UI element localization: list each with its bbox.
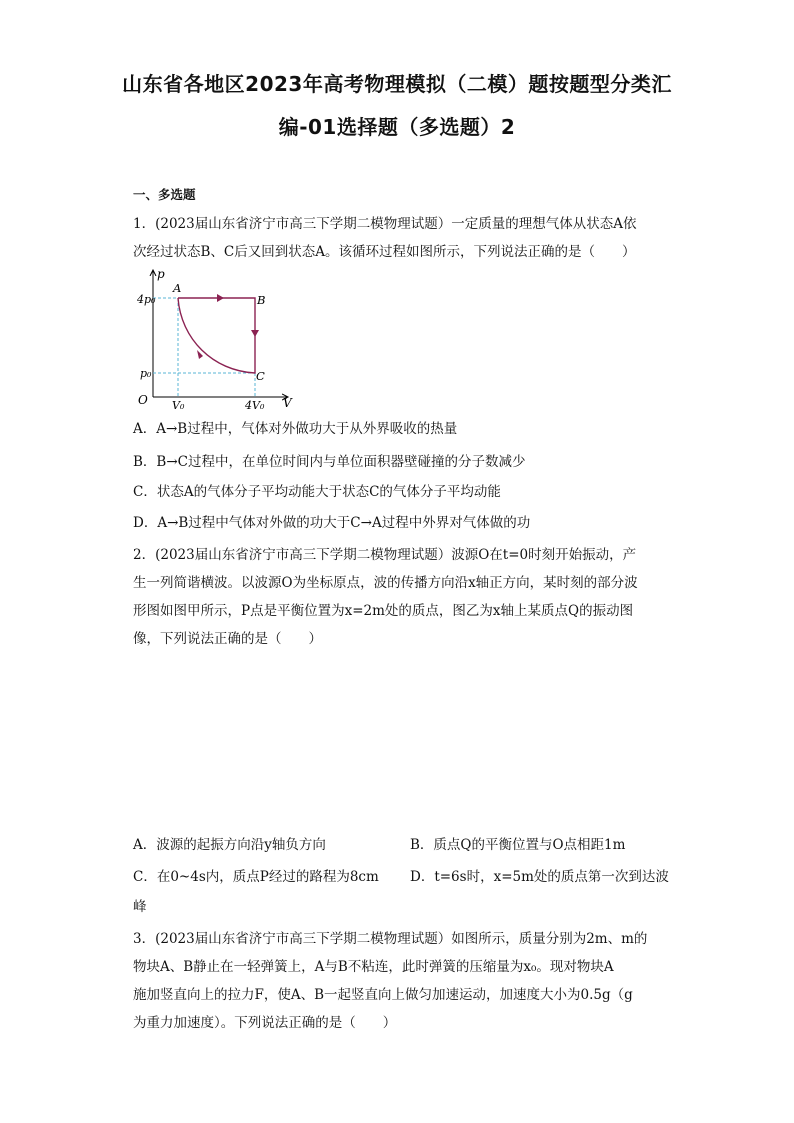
question-2-line4: 像，下列说法正确的是（ ） bbox=[133, 631, 322, 647]
question-2-text bbox=[133, 541, 663, 653]
question-3-line2: 物块A、B静止在一轻弹簧上，A与B不粘连，此时弹簧的压缩量为x₀。现对物块A bbox=[133, 959, 614, 975]
pv-diagram bbox=[135, 264, 305, 412]
pv-point-c: C bbox=[256, 369, 265, 383]
question-3-line4: 为重力加速度）。下列说法正确的是（ ） bbox=[133, 1015, 397, 1031]
pv-tick-v0: V₀ bbox=[172, 399, 185, 412]
question-3-line1: 3．(2023届山东省济宁市高三下学期二模物理试题）如图所示，质量分别为2m、m的 bbox=[133, 931, 648, 947]
question-1-line2: 次经过状态B、C后又回到状态A。该循环过程如图所示，下列说法正确的是（ ） bbox=[133, 244, 636, 260]
document-title-line1: 山东省各地区2023年高考物理模拟（二模）题按题型分类汇 bbox=[122, 72, 672, 96]
document-title-line2: 编-01选择题（多选题）2 bbox=[278, 115, 516, 139]
q2-option-c: C．在0~4s内，质点P经过的路程为8cm bbox=[133, 869, 379, 885]
pv-point-b: B bbox=[257, 293, 266, 307]
question-1-text bbox=[133, 210, 663, 266]
q1-option-a: A．A→B过程中，气体对外做功大于从外界吸收的热量 bbox=[133, 421, 458, 437]
pv-tick-p0: p₀ bbox=[140, 367, 152, 380]
pv-tick-4v0: 4V₀ bbox=[245, 399, 265, 412]
section-heading: 一、多选题 bbox=[133, 187, 196, 202]
q1-option-c: C．状态A的气体分子平均动能大于状态C的气体分子平均动能 bbox=[133, 484, 501, 500]
pv-arrow-ca bbox=[197, 350, 203, 359]
question-3-line3: 施加竖直向上的拉力F，使A、B一起竖直向上做匀加速运动，加速度大小为0.5g（g bbox=[133, 987, 633, 1003]
question-2-line3: 形图如图甲所示，P点是平衡位置为x=2m处的质点，图乙为x轴上某质点Q的振动图 bbox=[133, 603, 634, 619]
pv-tick-4p0: 4p₀ bbox=[137, 293, 156, 306]
q2-option-d-cont: 峰 bbox=[133, 899, 147, 915]
q2-option-a: A．波源的起振方向沿y轴负方向 bbox=[133, 837, 326, 853]
q2-option-b: B．质点Q的平衡位置与O点相距1m bbox=[410, 837, 626, 853]
q2-option-d: D．t=6s时，x=5m处的质点第一次到达波 bbox=[410, 869, 669, 885]
question-2-line1: 2．(2023届山东省济宁市高三下学期二模物理试题）波源O在t=0时刻开始振动，产 bbox=[133, 547, 637, 563]
pv-arrow-ab bbox=[217, 294, 224, 302]
question-1-line1: 1．(2023届山东省济宁市高三下学期二模物理试题）一定质量的理想气体从状态A依 bbox=[133, 216, 637, 232]
pv-cycle bbox=[178, 298, 255, 373]
question-3-text bbox=[133, 925, 663, 1037]
vibration-chart-yi bbox=[392, 668, 702, 828]
pv-point-a: A bbox=[173, 281, 182, 295]
pv-p-label: p bbox=[157, 267, 165, 281]
pv-arrow-bc bbox=[251, 330, 259, 337]
q1-option-d: D．A→B过程中气体对外做的功大于C→A过程中外界对气体做的功 bbox=[133, 515, 531, 531]
pv-v-label: V bbox=[283, 396, 292, 410]
pv-origin-label: O bbox=[138, 393, 148, 407]
wave-chart-jia bbox=[132, 668, 372, 828]
q1-option-b: B．B→C过程中，在单位时间内与单位面积器壁碰撞的分子数减少 bbox=[133, 454, 526, 470]
question-2-line2: 生一列简谐横波。以波源O为坐标原点，波的传播方向沿x轴正方向，某时刻的部分波 bbox=[133, 575, 638, 591]
